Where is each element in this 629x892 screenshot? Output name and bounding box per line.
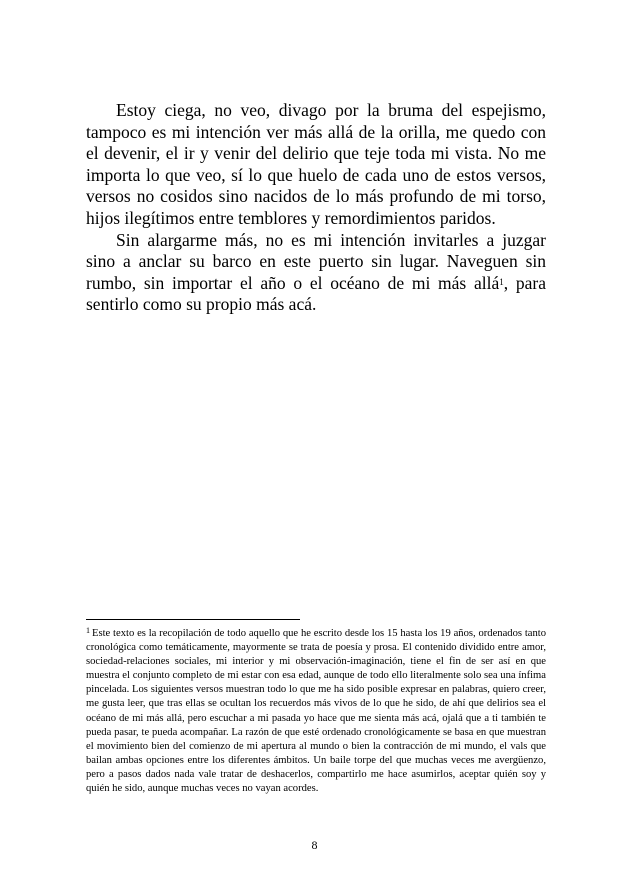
paragraph-2	[86, 230, 546, 316]
footnote-reference[interactable]: 1	[499, 276, 504, 287]
footnote-number: 1	[86, 626, 90, 635]
page-number: 8	[311, 838, 318, 852]
main-text	[86, 100, 546, 316]
footnote	[86, 627, 546, 796]
paragraph-2-text: Sin alargarme más, no es mi intención invitarles a juzgar sino a anclar su barco en este puerto sin lugar. Naveguen sin rumbo, sin importar el año o el océano de mi más allá	[86, 229, 546, 293]
paragraph-2-text-end: , para sentirlo como su propio más acá.	[86, 272, 546, 315]
footnote-separator	[86, 619, 300, 620]
paragraph-1: Estoy ciega, no veo, divago por la bruma del espejismo, tampoco es mi intención ver más allá de la orilla, me quedo con el devenir, el ir y venir del delirio que teje toda mi vista. No me importa lo que veo, sí lo que huelo de cada uno de estos versos, versos no cosidos sino nacidos de lo más profundo de mi torso, hijos ilegítimos entre temblores y remordimientos paridos.	[86, 100, 546, 228]
footnote-text: Este texto es la recopilación de todo aquello que he escrito desde los 15 hasta los 19 años, ordenados tanto cronológica como temáticamente, mayormente se trata de poesía y prosa. El contenido dividido entre amor, sociedad-relaciones sociales, mi interior y mi observación-imaginación, tiene el fin de ser así en que muestra el conjunto completo de mi estar con esa edad, aunque de todo ello literalmente solo sea una ínfima pincelada. Los siguientes versos muestran todo lo que me ha sido posible expresar en palabras, quiero creer, me gusta leer, que tras ellas se ocultan los recuerdos más vivos de lo que he sido, de ahí que delirios sea el océano de mi más allá, pero escuchar a mi pasada yo hace que me sienta más acá, ojalá que a ti también te pueda pasar, te pueda acompañar. La razón de que esté ordenado cronológicamente se basa en que muestran el movimiento bien del comienzo de mi apertura al mundo o bien la contracción de mi mundo, el vals que bailan ambas opciones entre los diferentes ámbitos. Un baile torpe del que muchas veces me avergüenzo, pero a pasos dados nada vale tratar de deshacerlos, compartirlo me hace asumirlos, aceptar quién soy y quién he sido, aunque muchas veces no vayan acordes.	[86, 628, 546, 795]
